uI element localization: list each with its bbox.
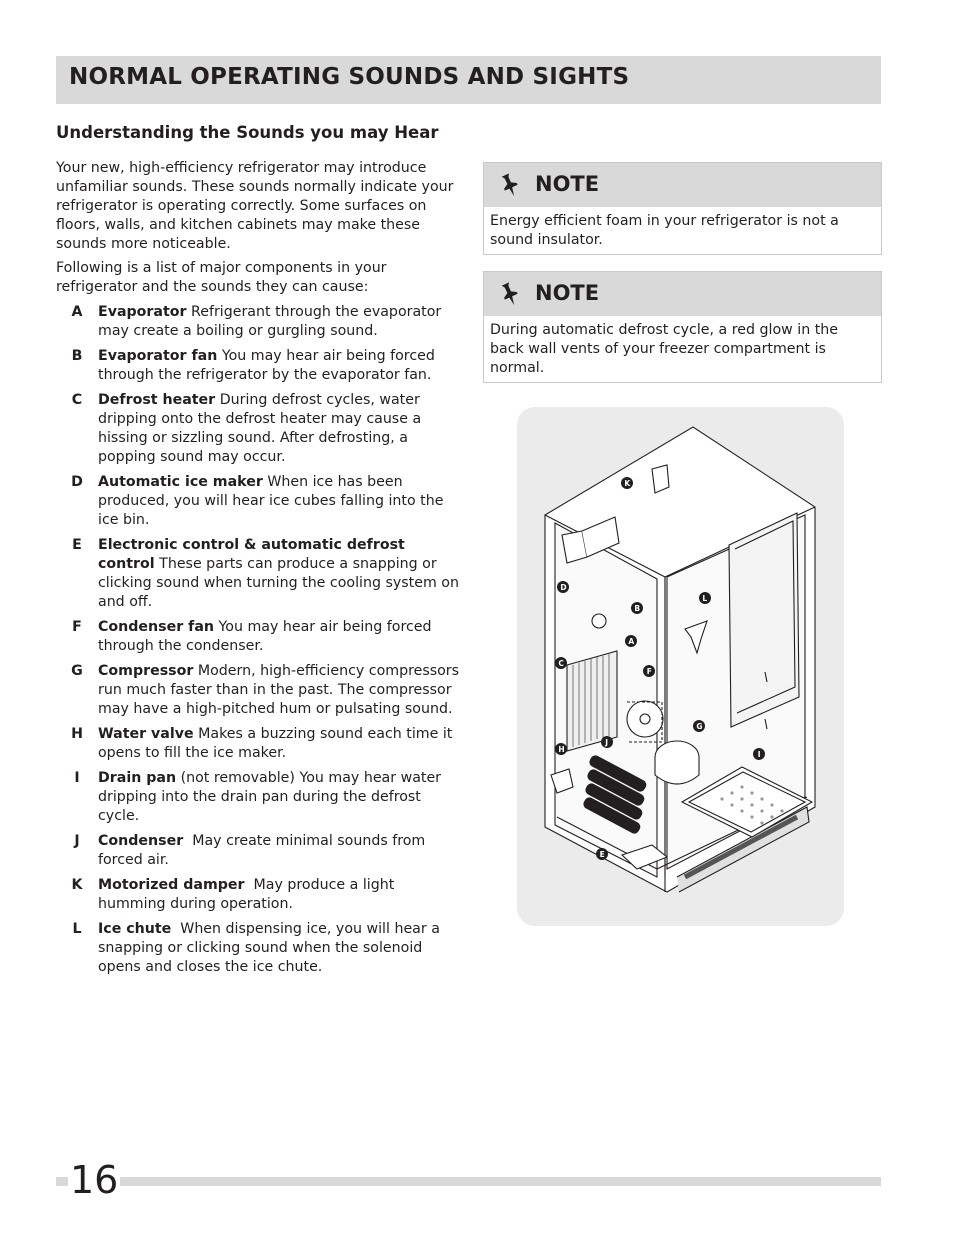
component-text: You may hear air being forced through the condenser.	[98, 619, 437, 654]
component-list-item	[56, 391, 466, 467]
svg-text:J: J	[605, 737, 608, 747]
component-letter: K	[71, 877, 83, 893]
component-text: When ice has been produced, you will hear ice cubes falling into the ice bin.	[98, 474, 448, 528]
refrigerator-diagram-panel	[517, 407, 844, 926]
component-text: May produce a light humming during operation.	[98, 877, 399, 912]
component-description	[98, 391, 466, 467]
component-letter: J	[74, 833, 80, 849]
svg-text:G: G	[696, 721, 703, 731]
footer-bar	[56, 1177, 881, 1186]
component-letter: F	[72, 619, 82, 635]
note-label: NOTE	[535, 281, 600, 305]
component-list-item	[56, 832, 466, 870]
component-list-item	[56, 662, 466, 719]
svg-text:C: C	[558, 658, 564, 668]
component-description	[98, 536, 466, 612]
component-list-item	[56, 769, 466, 826]
svg-text:D: D	[560, 582, 567, 592]
callout-b-marker	[631, 602, 643, 614]
component-description	[98, 303, 466, 341]
component-description	[98, 769, 466, 826]
svg-text:E: E	[599, 849, 605, 859]
component-list-item	[56, 473, 466, 530]
note-box-foam	[483, 162, 882, 255]
callout-e-marker	[596, 848, 608, 860]
svg-text:A: A	[628, 636, 635, 646]
callout-a-marker	[625, 635, 637, 647]
component-letter: C	[71, 392, 83, 408]
component-name: Ice chute	[98, 921, 172, 937]
component-description	[98, 662, 466, 719]
component-name: Condenser	[98, 833, 184, 849]
component-letter: B	[71, 348, 83, 364]
component-name: Defrost heater	[98, 392, 216, 408]
component-list-item	[56, 303, 466, 341]
callout-k-marker	[621, 477, 633, 489]
component-letter: E	[72, 537, 82, 553]
component-list-item	[56, 347, 466, 385]
component-text: May create minimal sounds from forced air.	[98, 833, 430, 868]
callout-g-marker	[693, 720, 705, 732]
callout-i-marker	[753, 748, 765, 760]
component-description	[98, 473, 466, 530]
pushpin-icon	[500, 281, 522, 307]
component-text: You may hear air being forced through the refrigerator by the evaporator fan.	[98, 348, 440, 383]
callout-l-marker	[699, 592, 711, 604]
component-list-item	[56, 725, 466, 763]
callout-f-marker	[643, 665, 655, 677]
component-text: During defrost cycles, water dripping onto the defrost heater may cause a hissing or sizzling sound. After defrosting, a popping sound may occur.	[98, 392, 426, 465]
component-letter: D	[71, 474, 83, 490]
component-list-item	[56, 536, 466, 612]
component-description	[98, 876, 466, 914]
page-number: 16	[70, 1158, 119, 1202]
component-list-item	[56, 920, 466, 977]
note-text: Energy efficient foam in your refrigerator is not a sound insulator.	[490, 213, 839, 248]
section-subtitle: Understanding the Sounds you may Hear	[56, 123, 439, 142]
note-box-defrost	[483, 271, 882, 383]
title-bar	[56, 56, 881, 104]
callout-h-marker	[555, 743, 567, 755]
component-text: Modern, high-efficiency compressors run much faster than in the past. The compressor may have a high-pitched hum or pulsating sound.	[98, 663, 464, 717]
component-description	[98, 347, 466, 385]
component-letter: G	[71, 663, 83, 679]
component-name: Motorized damper	[98, 877, 245, 893]
svg-text:L: L	[702, 593, 708, 603]
component-text: When dispensing ice, you will hear a snapping or clicking sound when the solenoid opens and closes the ice chute.	[98, 921, 445, 975]
svg-text:B: B	[634, 603, 641, 613]
component-description	[98, 832, 466, 870]
svg-text:I: I	[757, 749, 761, 759]
component-name: Electronic control & automatic defrost control	[98, 537, 405, 572]
component-list-item	[56, 618, 466, 656]
component-name: Automatic ice maker	[98, 474, 263, 490]
note-header	[484, 272, 881, 316]
component-name: Evaporator	[98, 304, 187, 320]
intro-paragraph-1: Your new, high-efficiency refrigerator may introduce unfamiliar sounds. These sounds normally indicate your refrigerator is operating correctly. Some surfaces on floors, walls, and kitchen cabinets may make these sounds more noticeable.	[56, 160, 454, 252]
callout-c-marker	[555, 657, 567, 669]
component-name: Water valve	[98, 726, 194, 742]
component-letter: L	[72, 921, 82, 937]
component-text: (not removable) You may hear water dripping into the drain pan during the defrost cycle.	[98, 770, 446, 824]
component-name: Compressor	[98, 663, 194, 679]
pushpin-icon	[500, 172, 522, 198]
note-label: NOTE	[535, 172, 600, 196]
component-list-item	[56, 876, 466, 914]
component-text: Makes a buzzing sound each time it opens to fill the ice maker.	[98, 726, 457, 761]
page-title: NORMAL OPERATING SOUNDS AND SIGHTS	[69, 64, 630, 90]
component-text: These parts can produce a snapping or clicking sound when turning the cooling system on and off.	[98, 556, 464, 610]
callout-j-marker	[601, 736, 613, 748]
svg-text:H: H	[558, 744, 565, 754]
component-description	[98, 725, 466, 763]
note-header	[484, 163, 881, 207]
component-description	[98, 618, 466, 656]
component-letter: A	[71, 304, 83, 320]
component-letter: I	[74, 770, 80, 786]
component-name: Evaporator fan	[98, 348, 218, 364]
component-list	[56, 303, 466, 983]
component-text: Refrigerant through the evaporator may create a boiling or gurgling sound.	[98, 304, 446, 339]
svg-text:K: K	[624, 478, 631, 488]
intro-paragraph-2: Following is a list of major components in your refrigerator and the sounds they can cause:	[56, 260, 387, 295]
component-description	[98, 920, 466, 977]
note-text: During automatic defrost cycle, a red glow in the back wall vents of your freezer compartment is normal.	[490, 322, 838, 376]
component-name: Drain pan	[98, 770, 177, 786]
callout-d-marker	[557, 581, 569, 593]
refrigerator-diagram	[517, 407, 844, 926]
component-name: Condenser fan	[98, 619, 214, 635]
svg-text:F: F	[646, 666, 652, 676]
component-letter: H	[71, 726, 83, 742]
